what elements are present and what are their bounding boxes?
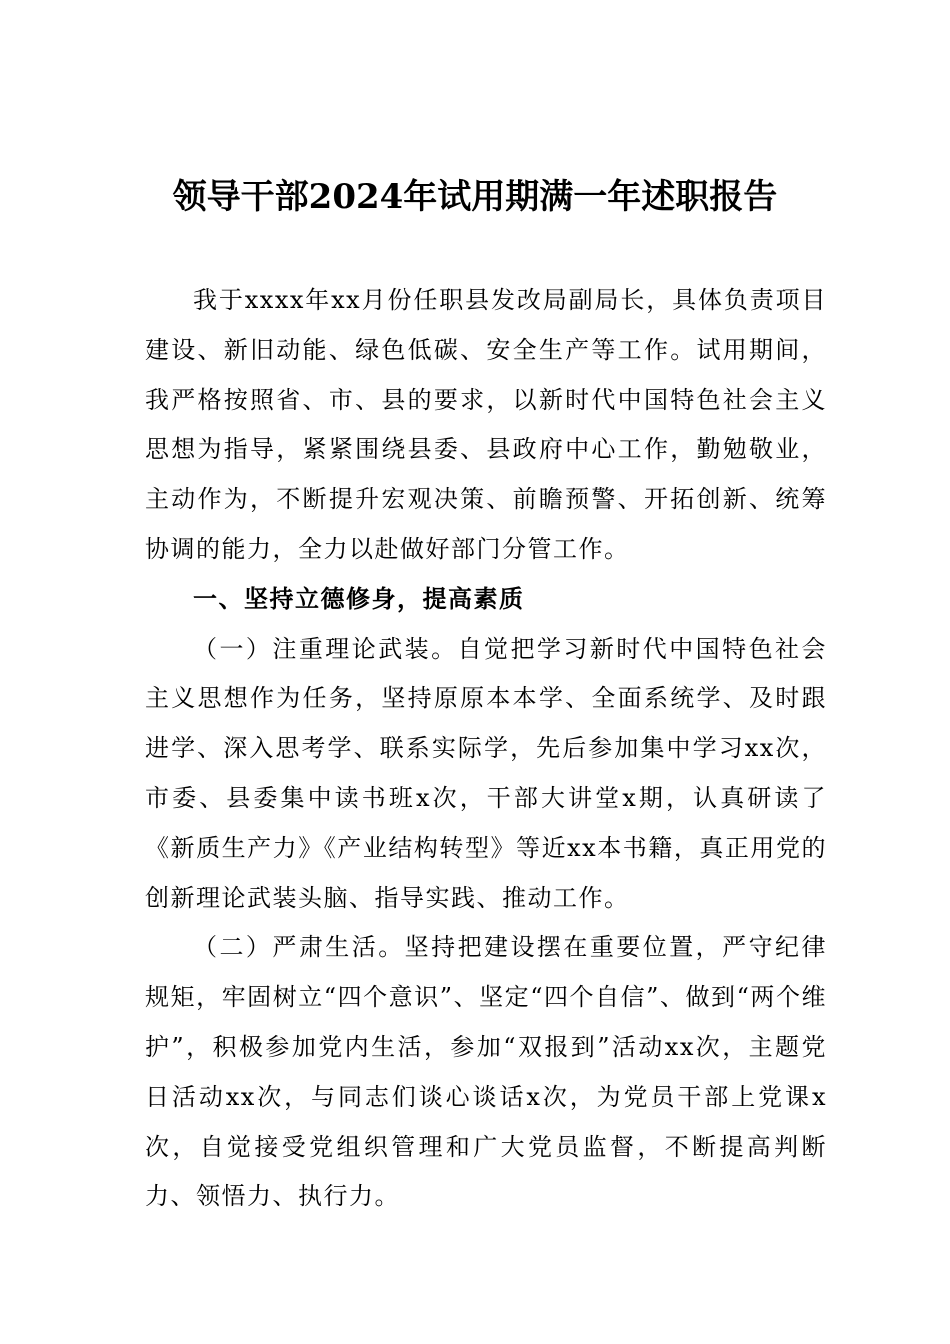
document-title: 领导干部2024年试用期满一年述职报告: [172, 177, 778, 217]
section-heading: 一、坚持立德修身，提高素质: [193, 584, 525, 613]
discipline-paragraph: （二）严肃生活。坚持把建设摆在重要位置，严守纪律规矩，牢固树立“四个意识”、坚定“四个自信”、做到“两个维护”，积极参加党内生活，参加“双报到”活动xx次，主题党日活动xx次，与同志们谈心谈话x次，为党员干部上党课x次，自觉接受党组织管理和广大党员监督，不断提高判断力、领悟力、执行力。: [145, 933, 827, 1211]
document-body: [145, 276, 827, 1222]
theory-paragraph: （一）注重理论武装。自觉把学习新时代中国特色社会主义思想作为任务，坚持原原本本学、全面系统学、及时跟进学、深入思考学、联系实际学，先后参加集中学习xx次，市委、县委集中读书班x次，干部大讲堂x期，认真研读了《新质生产力》《产业结构转型》等近xx本书籍，真正用党的创新理论武装头脑、指导实践、推动工作。: [145, 634, 827, 912]
intro-paragraph: 我于xxxx年xx月份任职县发改局副局长，具体负责项目建设、新旧动能、绿色低碳、安全生产等工作。试用期间，我严格按照省、市、县的要求，以新时代中国特色社会主义思想为指导，紧紧围绕县委、县政府中心工作，勤勉敬业，主动作为，不断提升宏观决策、前瞻预警、开拓创新、统筹协调的能力，全力以赴做好部门分管工作。: [145, 286, 827, 563]
